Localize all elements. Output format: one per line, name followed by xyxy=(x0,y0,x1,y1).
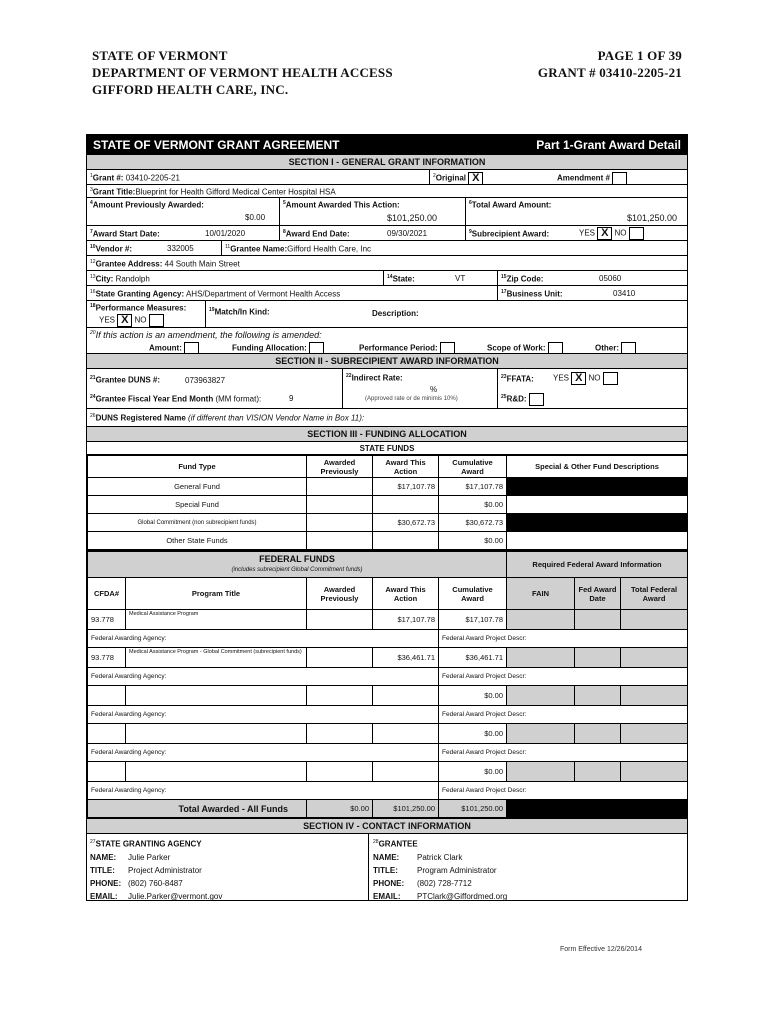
section-1-header: SECTION I - GENERAL GRANT INFORMATION xyxy=(87,155,687,170)
amend-funding-label: Funding Allocation: xyxy=(232,343,307,353)
fed-cum-cell: $0.00 xyxy=(439,762,507,782)
federal-project-cell: Federal Award Project Descr: xyxy=(439,782,688,800)
fiscal-format: (MM format): xyxy=(215,394,262,404)
fain-cell xyxy=(507,648,575,668)
subrecipient-label: Subrecipient Award: xyxy=(471,229,550,239)
fiscal-value: 9 xyxy=(289,394,294,403)
rd-label: R&D: xyxy=(506,394,527,404)
federal-funds-table xyxy=(87,551,688,818)
amount-this-value: $101,250.00 xyxy=(387,213,438,223)
fed-prev-cell xyxy=(307,686,373,706)
fain-cell xyxy=(507,686,575,706)
federal-funds-title: FEDERAL FUNDS xyxy=(259,553,335,564)
rd-checkbox[interactable] xyxy=(529,393,544,406)
performance-label: Performance Measures: xyxy=(95,303,187,313)
federal-project-cell: Federal Award Project Descr: xyxy=(439,668,688,686)
subrec-yes-label: YES xyxy=(579,228,596,238)
col-fain: FAIN xyxy=(507,578,575,610)
grant-title-row: $^3$Grant Title:Blueprint for Health Gifford Medical Center Hospital HSA xyxy=(87,185,687,198)
zip-label: Zip Code: xyxy=(506,274,544,284)
fed-cum-cell: $17,107.78 xyxy=(439,610,507,630)
agency-contact: $^{27}$STATE GRANTING AGENCY NAME: Julie Parker TITLE: Project Administrator PHONE: (802) 760-8487 EMAIL: Julie.Parker@vermont.gov xyxy=(90,839,223,901)
grantee-contact: $^{28}$GRANTEE NAME: Patrick Clark TITLE: Program Administrator PHONE: (802) 728-7712 EMAIL: PTClark@Giffordmed.org xyxy=(373,839,508,901)
table-row xyxy=(88,744,688,762)
fed-date-cell xyxy=(575,610,621,630)
ffata-yes-label: YES xyxy=(553,373,570,383)
federal-project-cell: Federal Award Project Descr: xyxy=(439,706,688,724)
fed-this-cell xyxy=(373,762,439,782)
state-funds-table xyxy=(87,455,688,550)
city-label: City: xyxy=(95,274,114,284)
fed-this-cell: $17,107.78 xyxy=(373,610,439,630)
ffata-no-checkbox[interactable] xyxy=(603,372,618,385)
grant-title-label: Grant Title: xyxy=(92,187,136,197)
start-date-value: 10/01/2020 xyxy=(205,229,246,238)
dates-row: $^7$Award Start Date: 10/01/2020 $^8$Award End Date: 09/30/2021 $^9$Subrecipient Award: YES X NO xyxy=(87,226,687,241)
federal-rows xyxy=(88,610,688,800)
prev-cell xyxy=(307,478,373,496)
address-row: $^{12}$Grantee Address: 44 South Main Street xyxy=(87,256,687,271)
grantee-email-value: PTClark@Giffordmed.org xyxy=(417,891,508,901)
agency-contact-heading: STATE GRANTING AGENCY xyxy=(95,839,202,849)
federal-project-cell: Federal Award Project Descr: xyxy=(439,744,688,762)
this-cell xyxy=(373,496,439,514)
fed-prev-cell xyxy=(307,762,373,782)
col-award-this: Award This Action xyxy=(373,456,439,478)
original-label: Original xyxy=(435,173,467,183)
grant-form xyxy=(86,134,688,901)
agency-value: AHS/Department of Vermont Health Access xyxy=(185,289,341,299)
header-state: STATE OF VERMONT xyxy=(92,48,228,63)
perf-no-checkbox[interactable] xyxy=(149,314,164,327)
grantee-title-label: TITLE: xyxy=(373,865,398,875)
indirect-percent: % xyxy=(430,385,438,394)
federal-funds-table-wrap xyxy=(87,551,687,819)
table-row xyxy=(88,532,688,550)
form-effective-footer: Form Effective 12/26/2014 xyxy=(560,946,642,953)
end-date-label: Award End Date: xyxy=(285,229,350,239)
total-award-value: $101,250.00 xyxy=(627,213,678,223)
fed-date-cell xyxy=(575,648,621,668)
agency-title-value: Project Administrator xyxy=(128,865,202,875)
section-3-header: SECTION III - FUNDING ALLOCATION xyxy=(87,427,687,442)
amendment-checkbox[interactable] xyxy=(612,172,627,185)
total-label: Total Awarded - All Funds xyxy=(88,800,307,818)
total-blackout xyxy=(507,800,688,818)
original-checkbox[interactable]: X xyxy=(468,172,483,185)
desc-cell xyxy=(507,532,688,550)
federal-agency-cell: Federal Awarding Agency: xyxy=(88,744,439,762)
description-label: Description: xyxy=(372,309,419,318)
fain-cell xyxy=(507,724,575,744)
fed-prev-cell xyxy=(307,610,373,630)
grantee-name-label: Grantee Name: xyxy=(230,244,288,254)
federal-funds-note: (includes subrecipient Global Commitment funds) xyxy=(231,566,363,573)
address-label: Grantee Address: xyxy=(95,259,163,269)
subrec-no-label: NO xyxy=(614,228,627,238)
city-value: Randolph xyxy=(115,274,150,284)
agency-phone-value: (802) 760-8487 xyxy=(128,878,183,888)
cfda-cell xyxy=(88,686,126,706)
fed-cum-cell: $0.00 xyxy=(439,686,507,706)
contact-row xyxy=(87,834,687,900)
fed-cum-cell: $36,461.71 xyxy=(439,648,507,668)
col-cfda: CFDA# xyxy=(88,578,126,610)
col-cumulative: Cumulative Award xyxy=(439,456,507,478)
business-unit-value: 03410 xyxy=(613,289,636,298)
perf-yes-label: YES xyxy=(99,315,116,325)
doc-header-left xyxy=(92,47,393,98)
grantee-contact-heading: GRANTEE xyxy=(378,839,418,849)
vendor-row: $^{10}$Vendor #: 332005 $^{11}$Grantee Name:Gifford Health Care, Inc xyxy=(87,241,687,256)
grantee-contact-name: Patrick Clark xyxy=(417,852,463,862)
amendment-note: If this action is an amendment, the following is amended: xyxy=(95,330,322,340)
grantee-title-value: Program Administrator xyxy=(417,865,497,875)
grantee-phone-label: PHONE: xyxy=(373,878,405,888)
duns-registered-label: DUNS Registered Name xyxy=(95,413,186,423)
fed-total-cell xyxy=(621,686,688,706)
fed-prev-cell xyxy=(307,648,373,668)
cum-cell: $0.00 xyxy=(439,496,507,514)
table-row xyxy=(88,514,688,532)
form-part: Part 1-Grant Award Detail xyxy=(536,137,681,152)
agency-email-label: EMAIL: xyxy=(90,891,118,901)
table-row xyxy=(88,686,688,706)
amend-amount-label: Amount: xyxy=(149,343,182,353)
table-row xyxy=(88,706,688,724)
header-grant-number: GRANT # 03410-2205-21 xyxy=(537,65,682,80)
federal-agency-cell: Federal Awarding Agency: xyxy=(88,706,439,724)
ffata-label: FFATA: xyxy=(506,374,534,384)
grant-title-value: Blueprint for Health Gifford Medical Center Hospital HSA xyxy=(135,187,336,197)
fed-total-cell xyxy=(621,762,688,782)
table-row xyxy=(88,610,688,630)
vendor-value: 332005 xyxy=(167,244,194,253)
program-title-cell: Medical Assistance Program xyxy=(126,610,307,630)
fed-total-cell xyxy=(621,610,688,630)
required-federal-heading: Required Federal Award Information xyxy=(507,552,688,578)
table-row xyxy=(88,496,688,514)
federal-project-cell: Federal Award Project Descr: xyxy=(439,630,688,648)
prev-cell xyxy=(307,496,373,514)
federal-agency-cell: Federal Awarding Agency: xyxy=(88,668,439,686)
indirect-note: (Approved rate or de minimis 10%) xyxy=(365,396,458,402)
fed-date-cell xyxy=(575,686,621,706)
total-cum: $101,250.00 xyxy=(439,800,507,818)
state-funds-heading: STATE FUNDS xyxy=(87,442,687,455)
table-row xyxy=(88,630,688,648)
agency-phone-label: PHONE: xyxy=(90,878,122,888)
amend-other-label: Other: xyxy=(595,343,619,353)
duns-label: Grantee DUNS #: xyxy=(95,375,161,385)
amount-this-label: Amount Awarded This Action: xyxy=(285,200,400,210)
total-award-label: Total Award Amount: xyxy=(471,200,552,210)
cum-cell: $17,107.78 xyxy=(439,478,507,496)
federal-funds-heading xyxy=(88,552,507,578)
table-row xyxy=(88,478,688,496)
header-department: DEPARTMENT OF VERMONT HEALTH ACCESS xyxy=(92,65,393,80)
table-row xyxy=(88,782,688,800)
cum-cell: $30,672.73 xyxy=(439,514,507,532)
amendment-row: $^{20}$If this action is an amendment, the following is amended: Amount: Funding Allocation: Performance Period: Scope of Work: Other: xyxy=(87,328,687,354)
desc-cell xyxy=(507,496,688,514)
agency-email-value: Julie.Parker@vermont.gov xyxy=(128,891,223,901)
doc-header-right xyxy=(538,47,682,81)
fund-type-cell: Other State Funds xyxy=(88,532,307,550)
this-cell: $17,107.78 xyxy=(373,478,439,496)
section-4-header: SECTION IV - CONTACT INFORMATION xyxy=(87,819,687,834)
address-value: 44 South Main Street xyxy=(164,259,240,269)
prev-cell xyxy=(307,514,373,532)
fed-this-cell xyxy=(373,686,439,706)
col-fed-this: Award This Action xyxy=(373,578,439,610)
col-program-title: Program Title xyxy=(126,578,307,610)
fed-total-cell xyxy=(621,648,688,668)
agency-row: $^{16}$State Granting Agency: AHS/Department of Vermont Health Access $^{17}$Business Unit: 03410 xyxy=(87,286,687,301)
program-title-cell xyxy=(126,724,307,744)
col-fed-award-date: Fed Award Date xyxy=(575,578,621,610)
grantee-phone-value: (802) 728-7712 xyxy=(417,878,472,888)
state-funds-table-wrap xyxy=(87,455,687,551)
agency-name-value: Julie Parker xyxy=(128,852,171,862)
cfda-cell: 93.778 xyxy=(88,610,126,630)
zip-value: 05060 xyxy=(599,274,622,283)
grant-no-label: Grant #: xyxy=(92,173,124,183)
state-value: VT xyxy=(455,274,466,283)
duns-registered-row: $^{26}$DUNS Registered Name (if different than VISION Vendor Name in Box 11): xyxy=(87,409,687,427)
table-row xyxy=(88,724,688,744)
amounts-row: $^4$Amount Previously Awarded: $0.00 $^5$Amount Awarded This Action: $101,250.00 $^6$Total Award Amount: $101,250.00 xyxy=(87,198,687,226)
grant-no-value: 03410-2205-21 xyxy=(125,173,180,183)
grantee-email-label: EMAIL: xyxy=(373,891,401,901)
ffata-no-label: NO xyxy=(588,373,601,383)
total-this: $101,250.00 xyxy=(373,800,439,818)
form-title: STATE OF VERMONT GRANT AGREEMENT xyxy=(93,137,340,152)
indirect-rate-label: Indirect Rate: xyxy=(351,373,403,383)
amend-scope-label: Scope of Work: xyxy=(487,343,546,353)
agency-title-label: TITLE: xyxy=(90,865,115,875)
fund-type-cell: Global Commitment (non subrecipient funds) xyxy=(88,514,307,532)
performance-row: $^{18}$Performance Measures: YES X NO $^{19}$Match/In Kind: Description: xyxy=(87,301,687,328)
federal-agency-cell: Federal Awarding Agency: xyxy=(88,782,439,800)
perf-no-label: NO xyxy=(134,315,147,325)
header-grantee: GIFFORD HEALTH CARE, INC. xyxy=(92,82,289,97)
duns-registered-note: (if different than VISION Vendor Name in Box 11): xyxy=(188,413,365,423)
federal-agency-cell: Federal Awarding Agency: xyxy=(88,630,439,648)
agency-label: State Granting Agency: xyxy=(95,289,185,299)
fed-date-cell xyxy=(575,724,621,744)
table-row xyxy=(88,668,688,686)
start-date-label: Award Start Date: xyxy=(92,229,160,239)
total-row xyxy=(88,800,688,818)
subrec-yes-checkbox[interactable]: X xyxy=(597,227,612,240)
state-label: State: xyxy=(392,274,415,284)
amount-prev-value: $0.00 xyxy=(245,213,266,222)
subrecipient-row: $^{21}$Grantee DUNS #: 073963827 $^{24}$Grantee Fiscal Year End Month (MM format): 9 $^{22}$Indirect Rate: % (Approved rate or de minimis 10%) $^{23}$FFATA: YES X NO $^{25}$R&D: xyxy=(87,369,687,409)
col-special-desc: Special & Other Fund Descriptions xyxy=(507,456,688,478)
table-row xyxy=(88,762,688,782)
fed-this-cell xyxy=(373,724,439,744)
grantee-name-label2: NAME: xyxy=(373,852,400,862)
agency-name-label: NAME: xyxy=(90,852,117,862)
fed-total-cell xyxy=(621,724,688,744)
end-date-value: 09/30/2021 xyxy=(387,229,428,238)
fain-cell xyxy=(507,762,575,782)
duns-value: 073963827 xyxy=(185,376,226,385)
col-fed-cum: Cumulative Award xyxy=(439,578,507,610)
desc-cell xyxy=(507,514,688,532)
fed-date-cell xyxy=(575,762,621,782)
amount-prev-label: Amount Previously Awarded: xyxy=(92,200,204,210)
desc-cell xyxy=(507,478,688,496)
grant-number-row: $^1$Grant #: 03410-2205-21 $^2$Original X Amendment # xyxy=(87,170,687,185)
header-page: PAGE 1 OF 39 xyxy=(597,48,682,63)
amendment-label: Amendment # xyxy=(557,173,610,183)
cfda-cell xyxy=(88,762,126,782)
col-awarded-prev: Awarded Previously xyxy=(307,456,373,478)
fiscal-label: Grantee Fiscal Year End Month xyxy=(95,394,214,404)
fund-type-cell: General Fund xyxy=(88,478,307,496)
fed-this-cell: $36,461.71 xyxy=(373,648,439,668)
vendor-label: Vendor #: xyxy=(95,244,133,254)
ffata-yes-checkbox[interactable]: X xyxy=(571,372,586,385)
form-title-bar xyxy=(87,135,687,155)
col-total-fed-award: Total Federal Award xyxy=(621,578,688,610)
fain-cell xyxy=(507,610,575,630)
program-title-cell xyxy=(126,686,307,706)
this-cell xyxy=(373,532,439,550)
business-unit-label: Business Unit: xyxy=(506,289,563,299)
col-fund-type: Fund Type xyxy=(88,456,307,478)
match-label: Match/In Kind: xyxy=(214,307,270,317)
perf-yes-checkbox[interactable]: X xyxy=(117,314,132,327)
section-2-header: SECTION II - SUBRECIPIENT AWARD INFORMATION xyxy=(87,354,687,369)
city-row: $^{13}$City: Randolph $^{14}$State: VT $^{15}$Zip Code: 05060 xyxy=(87,271,687,286)
total-prev: $0.00 xyxy=(307,800,373,818)
program-title-cell: Medical Assistance Program - Global Commitment (subrecipient funds) xyxy=(126,648,307,668)
grantee-name-value: Gifford Health Care, Inc xyxy=(287,244,372,254)
fed-cum-cell: $0.00 xyxy=(439,724,507,744)
amend-period-label: Performance Period: xyxy=(359,343,438,353)
cum-cell: $0.00 xyxy=(439,532,507,550)
table-row xyxy=(88,648,688,668)
fed-prev-cell xyxy=(307,724,373,744)
fund-type-cell: Special Fund xyxy=(88,496,307,514)
program-title-cell xyxy=(126,762,307,782)
this-cell: $30,672.73 xyxy=(373,514,439,532)
col-fed-prev: Awarded Previously xyxy=(307,578,373,610)
cfda-cell xyxy=(88,724,126,744)
cfda-cell: 93.778 xyxy=(88,648,126,668)
subrec-no-checkbox[interactable] xyxy=(629,227,644,240)
prev-cell xyxy=(307,532,373,550)
